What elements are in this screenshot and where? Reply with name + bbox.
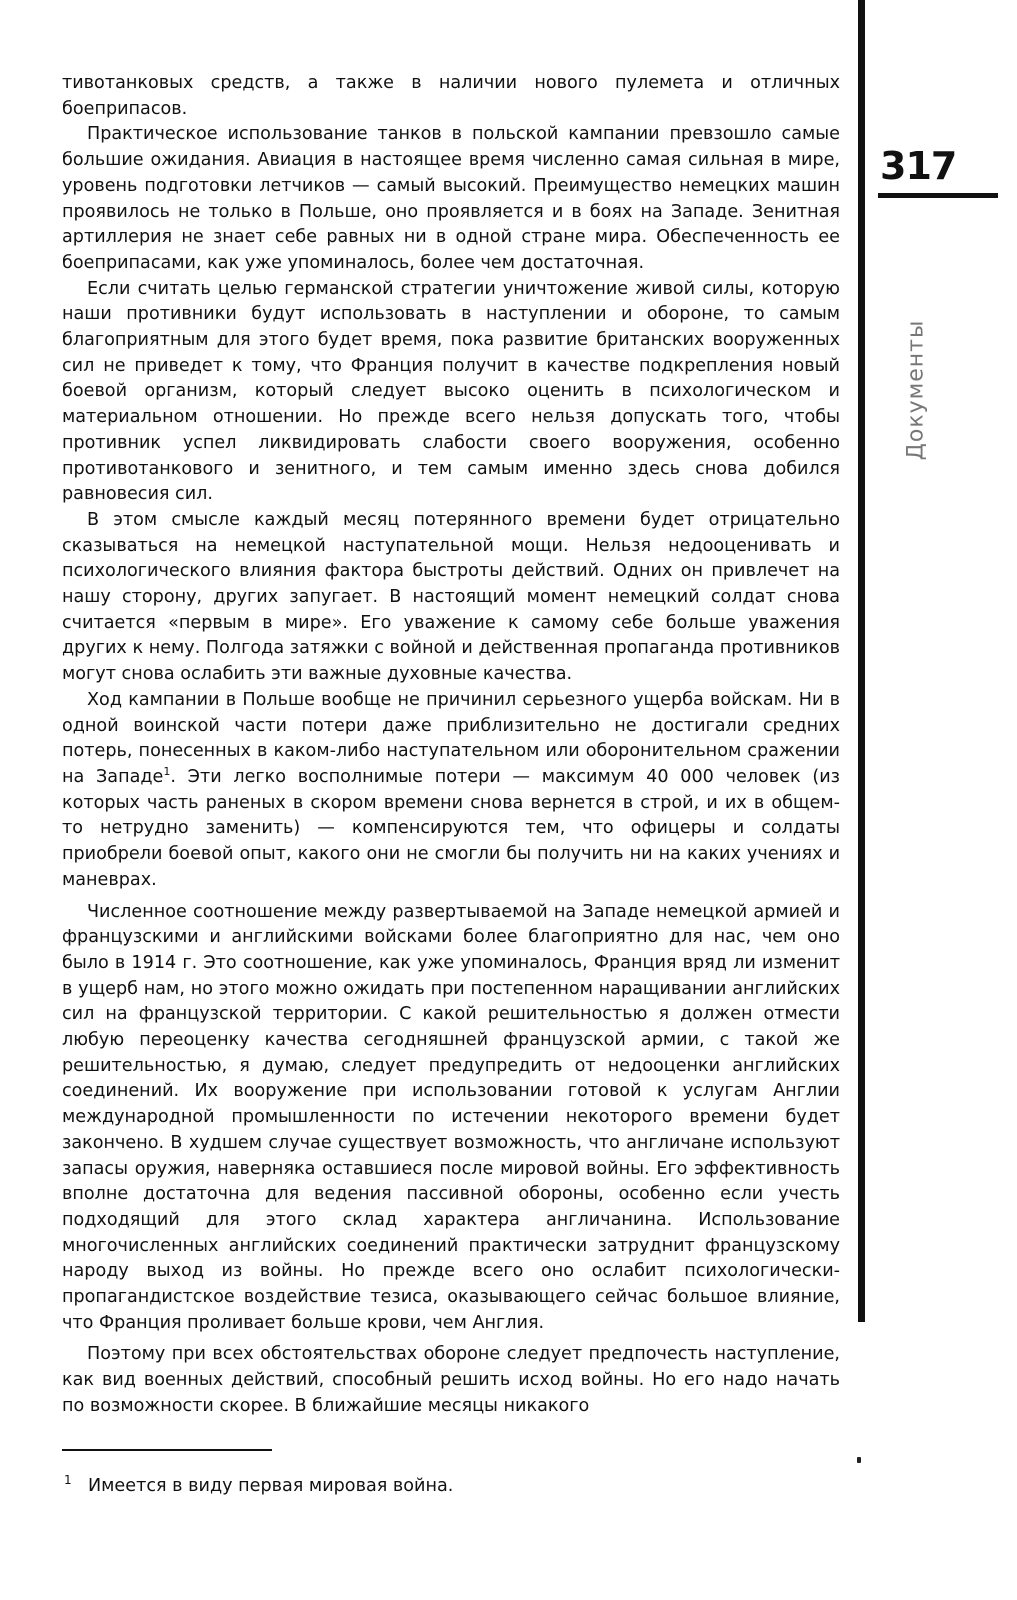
footnote-rule — [62, 1449, 272, 1451]
page-number-rule — [878, 193, 998, 198]
print-speck — [857, 1457, 861, 1463]
paragraph-6: Численное соотношение между развертываемой на Западе немецкой армией и французскими и английскими войсками более благоприятно для нас, чем оно было в 1914 г. Это соотношение, как уже упоминалось, Франция вряд ли изменит в ущерб нам, но этого можно ожидать при постепенном наращивании английских сил на французской территории. С какой решительностью я должен отмести любую переоценку качества сегодняшней французской армии, с такой же решительностью, я думаю, следует предупредить от недооценки английских соединений. Их вооружение при использовании готовой к услугам Англии международной промышленности по истечении некоторого времени будет закончено. В худшем случае существует возможность, что англичане используют запасы оружия, наверняка оставшиеся после мировой войны. Его эффективность вполне достаточна для ведения пассивной обороны, особенно если учесть подходящий для этого склад характера англичанина. Использование многочисленных английских соединений практически затруднит французскому народу выход из войны. Но прежде всего оно ослабит психологически-пропагандистское воздействие тезиса, оказывающего сейчас большое влияние, что Франция проливает больше крови, чем Англия. — [62, 901, 840, 1333]
footnote-text: Имеется в виду первая мировая война. — [88, 1476, 454, 1496]
paragraph-1: тивотанковых средств, а также в наличии нового пулемета и отличных боеприпасов. — [62, 73, 840, 119]
paragraph-4: В этом смысле каждый месяц потерянного времени будет отрицательно сказываться на немецкой наступательной мощи. Нельзя недооценивать и психологического влияния фактора быстроты действий. Одних он привлечет на нашу сторону, других запугает. В настоящий момент немецкий солдат снова считается «первым в мире». Его уважение к самому себе больше уважения других к нему. Полгода затяжки с войной и действенная пропаганда противников могут снова ослабить эти важные духовные качества. — [62, 509, 840, 685]
section-side-label-text: Документы — [903, 319, 929, 461]
body-text — [62, 71, 840, 1420]
vertical-margin-rule — [858, 0, 865, 1322]
section-side-label — [903, 300, 929, 480]
paragraph-7: Поэтому при всех обстоятельствах обороне следует предпочесть наступление, как вид военных действий, способный решить исход войны. Но его надо начать по возможности скорее. В ближайшие месяцы никакого — [62, 1344, 840, 1416]
paragraph-5-part-b: . Эти легко восполнимые потери — максимум 40 000 человек (из которых часть раненых в скором времени снова вернется в строй, и их в общем-то нетрудно заменить) — компенсируются тем, что офицеры и солдаты приобрели боевой опыт, какого они не смогли бы получить ни на каких учениях и маневрах. — [62, 766, 840, 890]
footnote: 1 Имеется в виду первая мировая война. — [64, 1473, 454, 1496]
paragraph-2: Практическое использование танков в польской кампании превзошло самые большие ожидания. Авиация в настоящее время численно самая сильная в мире, уровень подготовки летчиков — самый высокий. Преимущество немецких машин проявилось не только в Польше, оно проявляется и в боях на Западе. Зенитная артиллерия не знает себе равных ни в одной стране мира. Обеспеченность ее боеприпасами, как уже упоминалось, более чем достаточная. — [62, 124, 840, 273]
paragraph-3: Если считать целью германской стратегии уничтожение живой силы, которую наши противники будут использовать в наступлении и обороне, то самым благоприятным для этого будет время, пока развитие британских вооруженных сил не приведет к тому, что Франция получит в качестве подкрепления новый боевой организм, который следует высоко оценить в психологическом и материальном отношении. Но прежде всего нельзя допускать того, чтобы противник успел ликвидировать слабости своего вооружения, особенно противотанкового и зенитного, и тем самым именно здесь снова добился равновесия сил. — [62, 278, 840, 505]
footnote-reference: 1 — [163, 765, 171, 779]
paragraph-5 — [62, 688, 840, 894]
paragraph-5-part-a: Ход кампании в Польше вообще не причинил серьезного ущерба войскам. Ни в одной воинской части потери даже приблизительно не достигали средних потерь, понесенных в каком-либо наступательном или оборонительном сражении на Западе — [62, 689, 840, 787]
page-number: 317 — [880, 144, 957, 188]
